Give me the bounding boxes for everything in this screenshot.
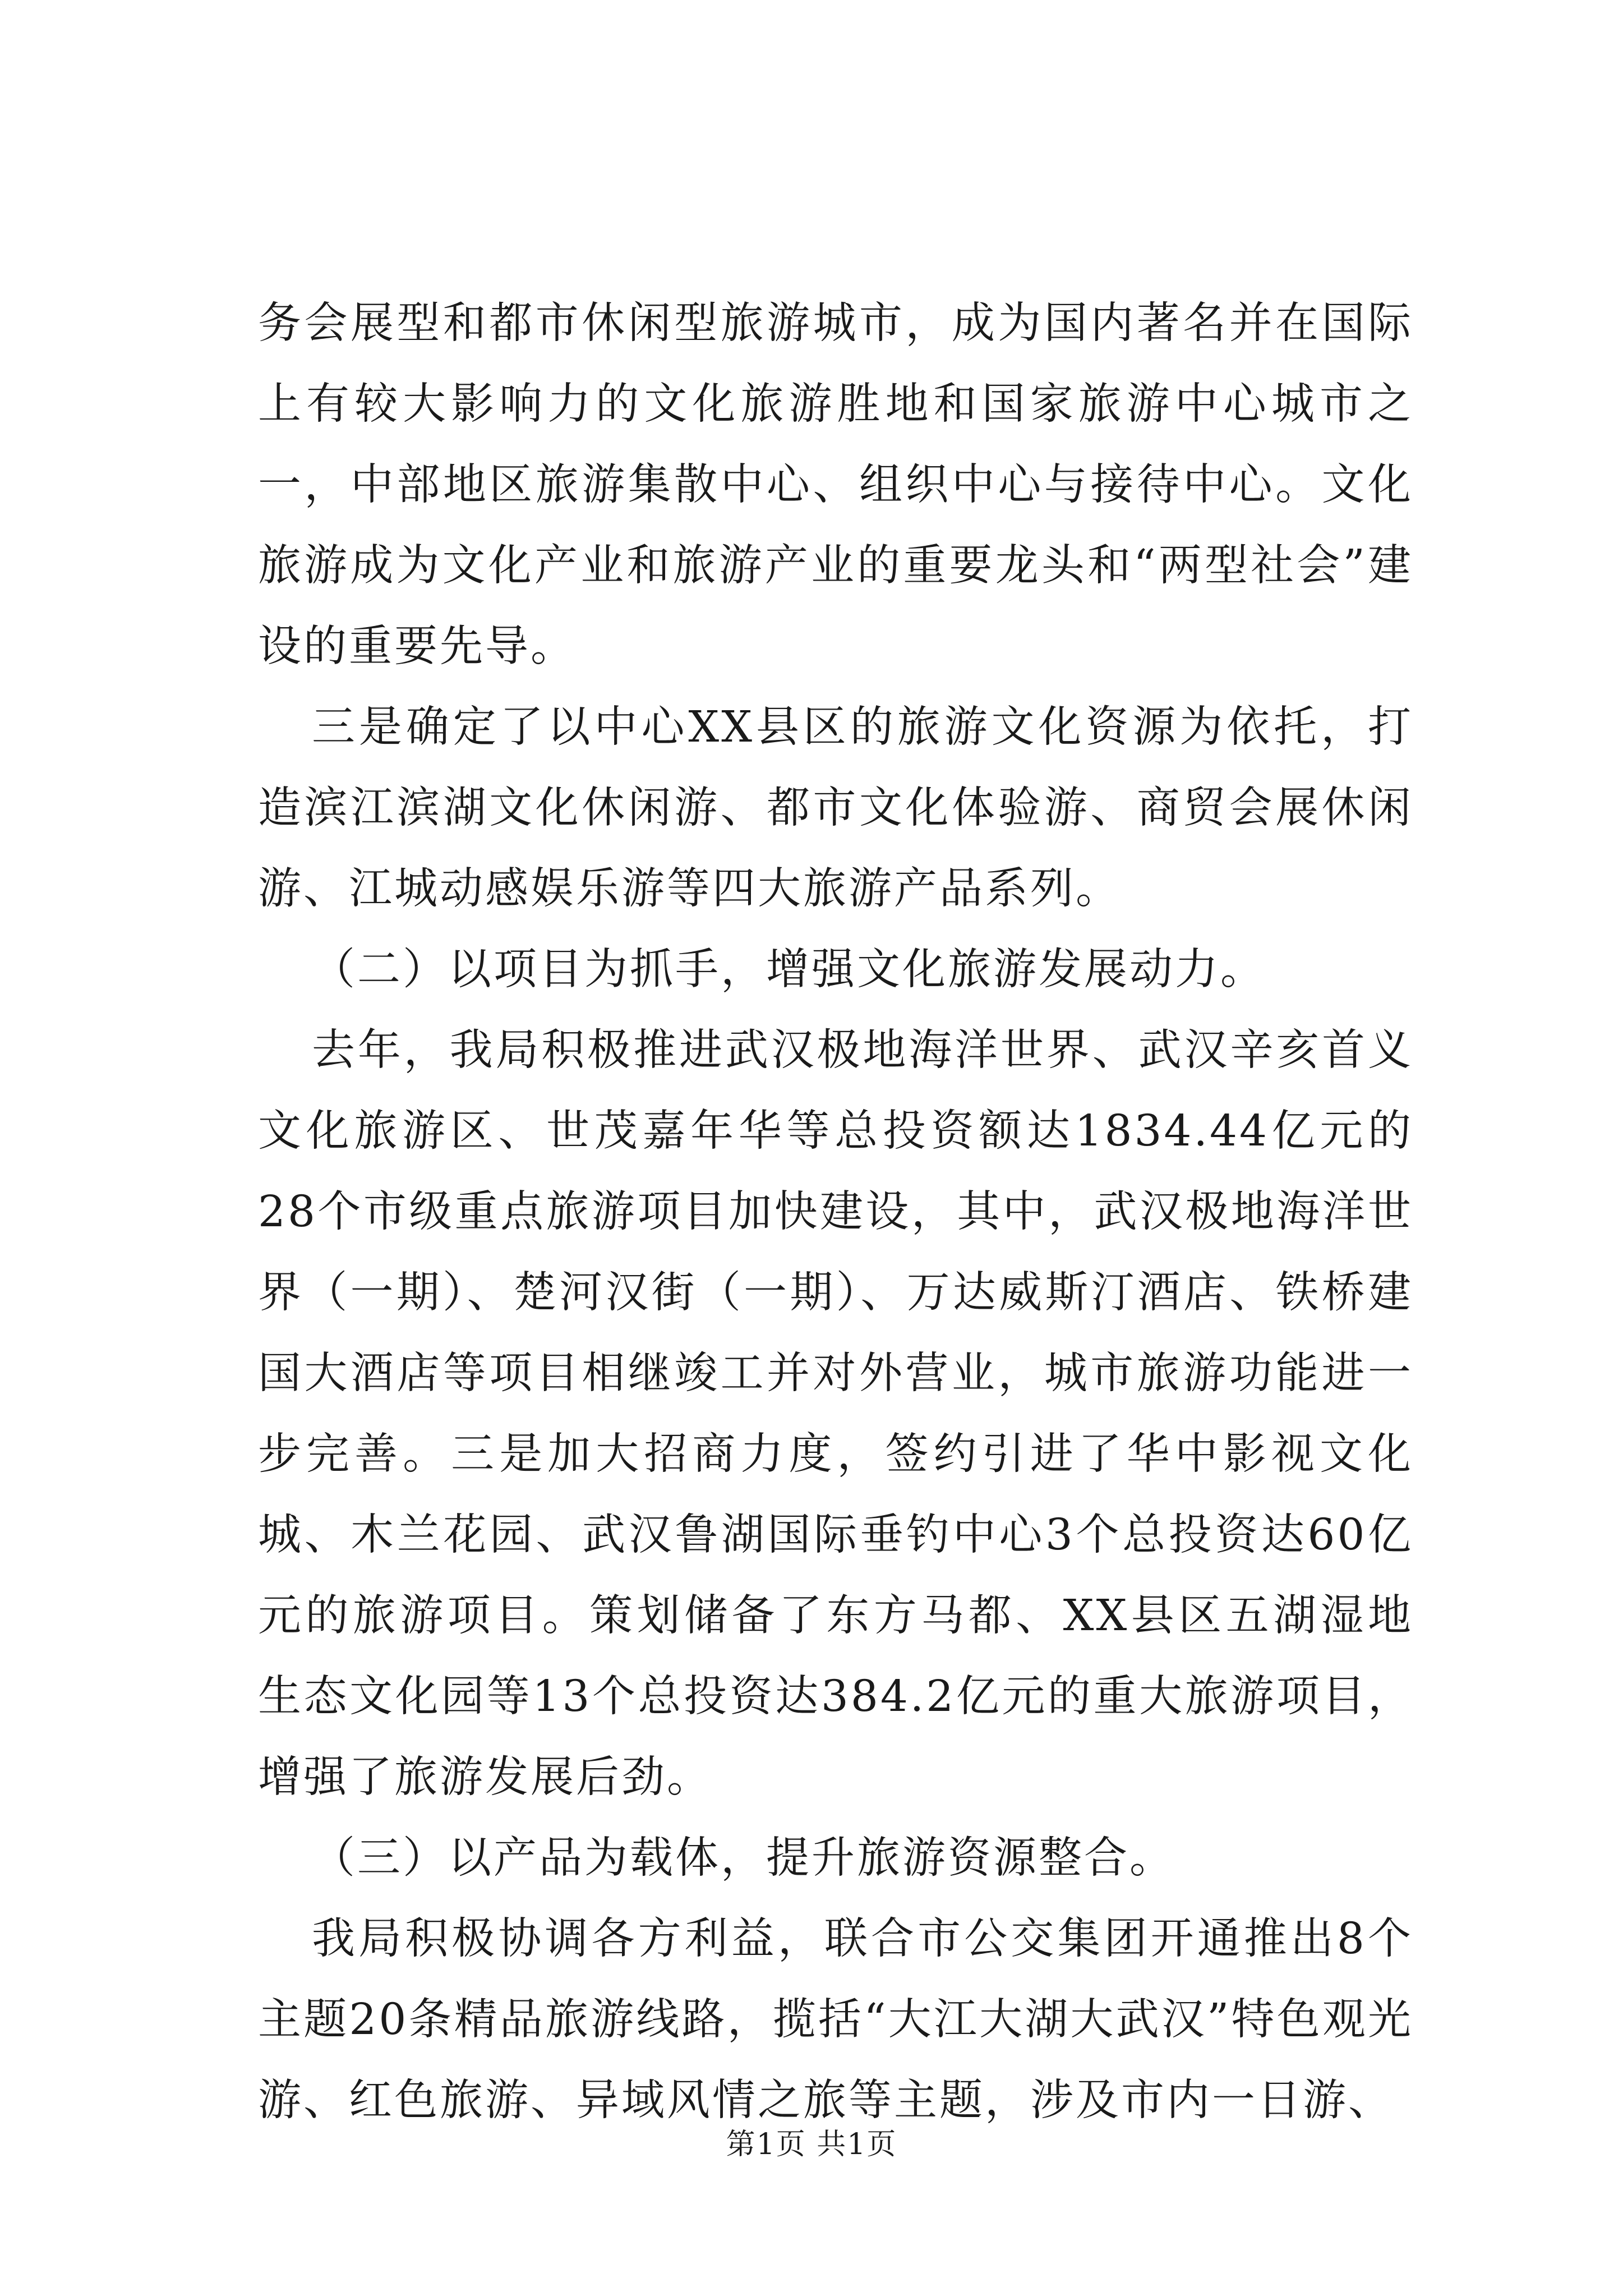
page-footer: 第1页 共1页: [726, 2128, 897, 2161]
section-heading-three: （三）以产品为载体，提升旅游资源整合。: [312, 1833, 1175, 1883]
paragraph-projects: 去年，我局积极推进武汉极地海洋世界、武汉辛亥首义文化旅游区、世茂嘉年华等总投资额达1834.44亿元的28个市级重点旅游项目加快建设，其中，武汉极地海洋世界（一期）、楚河汉街（一期）、万达威斯汀酒店、铁桥建国大酒店等项目相继竣工并对外营业，城市旅游功能进一步完善。三是加大招商力度，签约引进了华中影视文化城、木兰花园、武汉鲁湖国际垂钓中心3个总投资达60亿元的旅游项目。策划储备了东方马都、XX县区五湖湿地生态文化园等13个总投资达384.2亿元的重大旅游项目，增强了旅游发展后劲。: [258, 1025, 1413, 1802]
section-heading-two: （二）以项目为抓手，增强文化旅游发展动力。: [312, 945, 1266, 995]
document-body: [258, 283, 1413, 2141]
paragraph-third-point: 三是确定了以中心XX县区的旅游文化资源为依托，打造滨江滨湖文化休闲游、都市文化体验游、商贸会展休闲游、江城动感娱乐游等四大旅游产品系列。: [258, 702, 1413, 914]
paragraph-continuation: 务会展型和都市休闲型旅游城市，成为国内著名并在国际上有较大影响力的文化旅游胜地和国家旅游中心城市之一，中部地区旅游集散中心、组织中心与接待中心。文化旅游成为文化产业和旅游产业的重要龙头和“两型社会”建设的重要先导。: [258, 298, 1413, 671]
paragraph-products: 我局积极协调各方利益，联合市公交集团开通推出8个主题20条精品旅游线路，揽括“大江大湖大武汉”特色观光游、红色旅游、异域风情之旅等主题，涉及市内一日游、: [258, 1914, 1413, 2125]
